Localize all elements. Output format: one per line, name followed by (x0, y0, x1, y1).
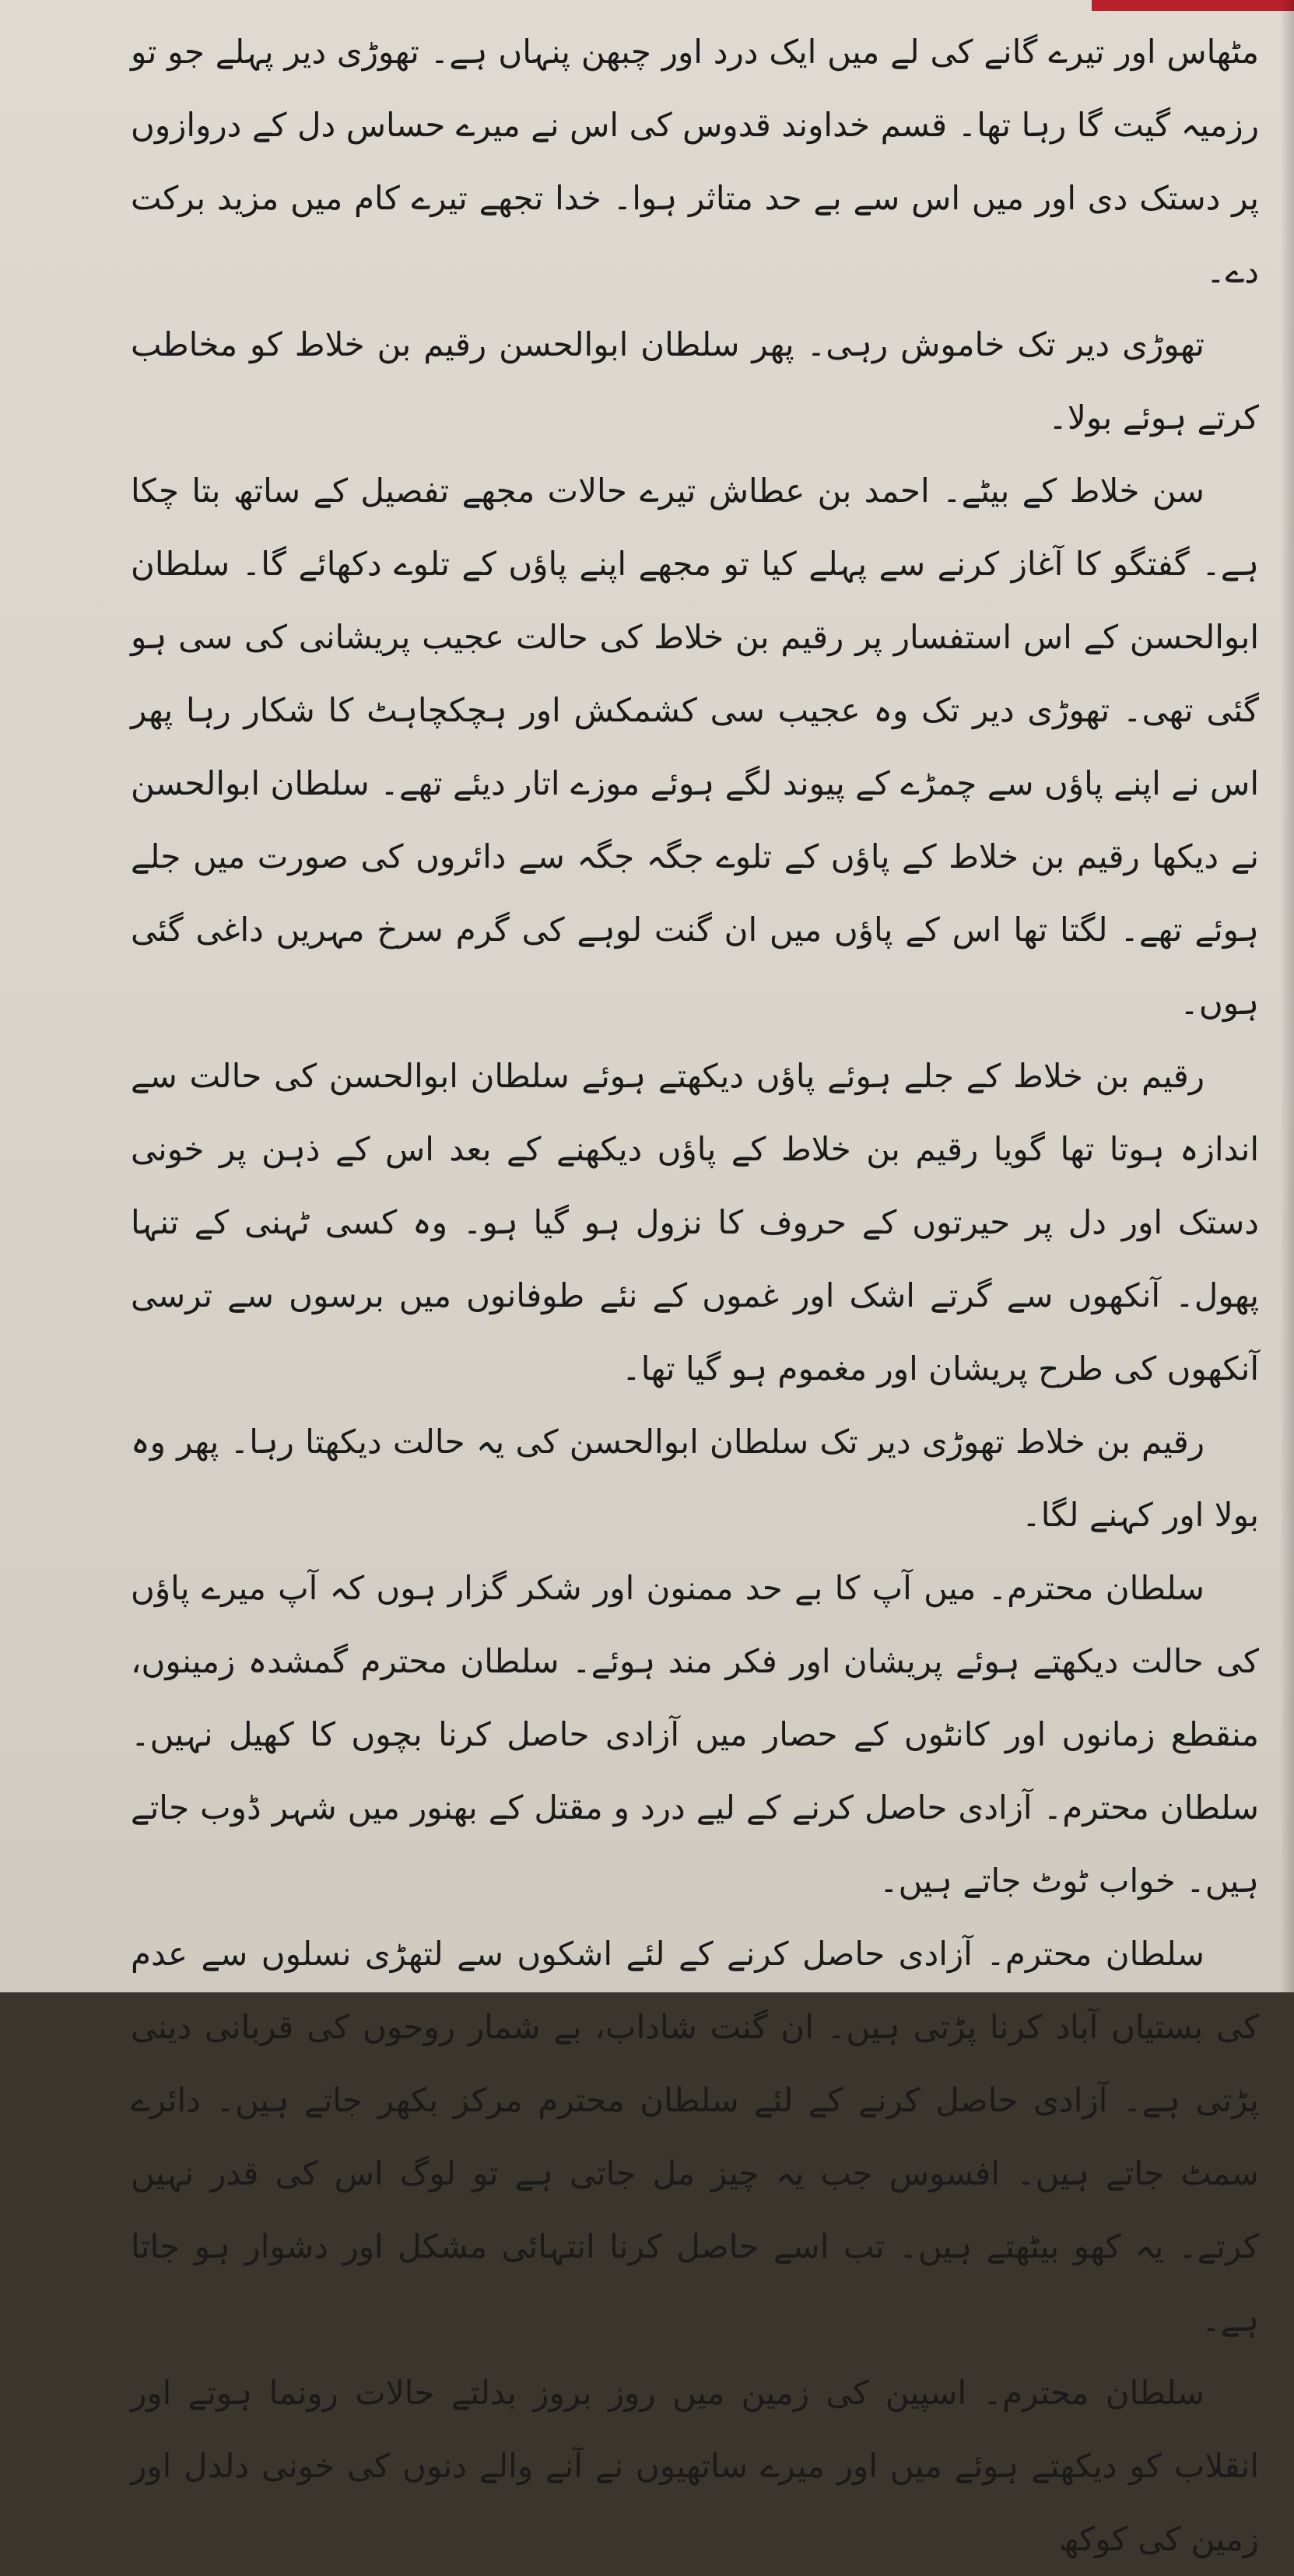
paragraph-dialogue: سلطان محترم۔ میں آپ کا بے حد ممنون اور شکر گزار ہوں کہ آپ میرے پاؤں کی حالت دیکھتے ہوئے پریشان اور فکر مند ہوئے۔ سلطان محترم گمشدہ زمینوں، منقطع زمانوں اور کانٹوں کے حصار میں آزادی حاصل کرنا بچوں کا کھیل نہیں۔ سلطان محترم۔ آزادی حاصل کرنے کے لیے درد و مقتل کے بھنور میں شہر ڈوب جاتے ہیں۔ خواب ٹوٹ جاتے ہیں۔ (131, 1569, 1259, 1900)
paragraph-narration: رقیم بن خلاط تھوڑی دیر تک سلطان ابوالحسن کی یہ حالت دیکھتا رہا۔ پھر وہ بولا اور کہنے لگا۔ (131, 1423, 1259, 1534)
urdu-text-body (131, 16, 1259, 2576)
page-gutter-shadow (1280, 0, 1294, 1992)
paragraph-narration: رقیم بن خلاط کے جلے ہوئے پاؤں دیکھتے ہوئے سلطان ابوالحسن کی حالت سے اندازہ ہوتا تھا گویا رقیم بن خلاط کے پاؤں دیکھنے کے بعد اس کے ذہن پر خونی دستک اور دل پر حیرتوں کے حروف کا نزول ہو گیا ہو۔ وہ کسی ٹہنی کے تنہا پھول۔ آنکھوں سے گرتے اشک اور غموں کے نئے طوفانوں میں برسوں سے ترسی آنکھوں کی طرح پریشان اور مغموم ہو گیا تھا۔ (131, 1057, 1259, 1388)
paragraph-dialogue: سن خلاط کے بیٹے۔ احمد بن عطاش تیرے حالات مجھے تفصیل کے ساتھ بتا چکا ہے۔ گفتگو کا آغاز کرنے سے پہلے کیا تو مجھے اپنے پاؤں کے تلوے دکھائے گا۔ سلطان ابوالحسن کے اس استفسار پر رقیم بن خلاط کی حالت عجیب پریشانی کی سی ہو گئی تھی۔ تھوڑی دیر تک وہ عجیب سی کشمکش اور ہچکچاہٹ کا شکار رہا پھر اس نے اپنے پاؤں سے چمڑے کے پیوند لگے ہوئے موزے اتار دیئے تھے۔ سلطان ابوالحسن نے دیکھا رقیم بن خلاط کے پاؤں کے تلوے جگہ جگہ سے دائروں کی صورت میں جلے ہوئے تھے۔ لگتا تھا اس کے پاؤں میں ان گنت لوہے کی گرم سرخ مہریں داغی گئی ہوں۔ (131, 472, 1259, 1022)
paragraph-dialogue: سلطان محترم۔ آزادی حاصل کرنے کے لئے اشکوں سے لتھڑی نسلوں سے عدم کی بستیاں آباد کرنا پڑتی ہیں۔ ان گنت شاداب، بے شمار روحوں کی قربانی دینی پڑتی ہے۔ آزادی حاصل کرنے کے لئے سلطان محترم مرکز بکھر جاتے ہیں۔ دائرے سمٹ جاتے ہیں۔ افسوس جب یہ چیز مل جاتی ہے تو لوگ اس کی قدر نہیں کرتے۔ یہ کھو بیٹھتے ہیں۔ تب اسے حاصل کرنا انتہائی مشکل اور دشوار ہو جاتا ہے۔ (131, 1935, 1259, 2339)
paragraph-continuation: مٹھاس اور تیرے گانے کی لے میں ایک درد اور چبھن پنہاں ہے۔ تھوڑی دیر پہلے جو تو رزمیہ گیت گا رہا تھا۔ قسم خداوند قدوس کی اس نے میرے حساس دل کے دروازوں پر دستک دی اور میں اس سے بے حد متاثر ہوا۔ خدا تجھے تیرے کام میں مزید برکت دے۔ (131, 33, 1259, 290)
header-color-mark (1092, 0, 1294, 11)
paragraph-narration: تھوڑی دیر تک خاموش رہی۔ پھر سلطان ابوالحسن رقیم بن خلاط کو مخاطب کرتے ہوئے بولا۔ (131, 325, 1259, 437)
paragraph-dialogue: سلطان محترم۔ اسپین کی زمین میں روز بروز بدلتے حالات رونما ہوتے اور انقلاب کو دیکھتے ہوئے میں اور میرے ساتھیوں نے آنے والے دنوں کی خونی دلدل اور زمین کی کوکھ (131, 2374, 1259, 2558)
